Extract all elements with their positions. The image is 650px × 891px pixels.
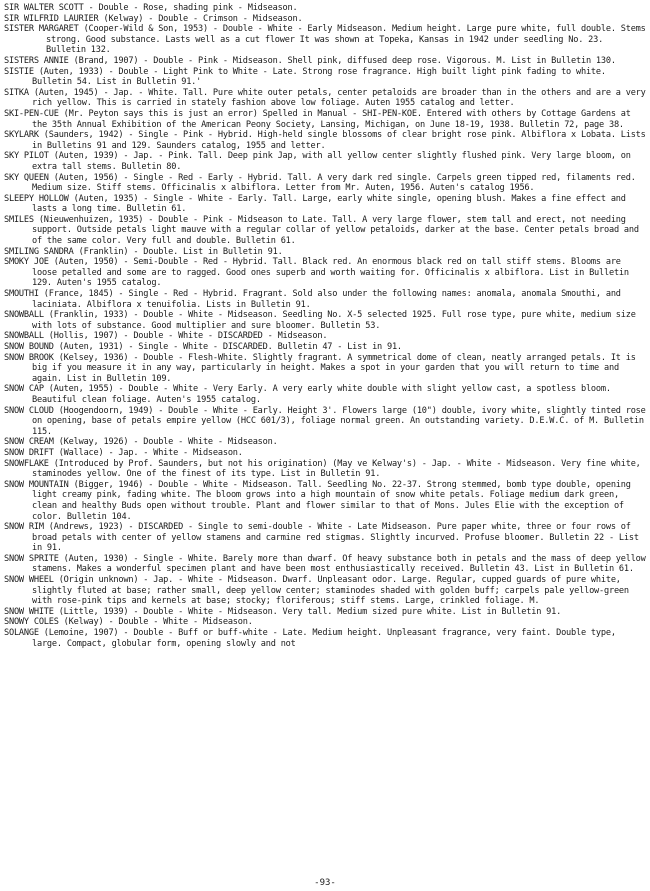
entry-snow-brook: SNOW BROOK (Kelsey, 1936) - Double - Flesh-White. Slightly fragrant. A symmetrical dome of clean, neatly arranged petals. It is big if you measure it in any way, particularly in height. Makes a spot in your garden that you will return to time and again. List in Bulletin 109. [4,352,636,384]
entry-snow-cap: SNOW CAP (Auten, 1955) - Double - White - Very Early. A very early white double with slight yellow cast, a spotless bloom. Beautiful clean foliage. Auten's 1955 catalog. [4,384,611,405]
entry-solange: SOLANGE (Lemoine, 1907) - Double - Buff or buff-white - Late. Medium height. Unpleasant fragrance, very faint. Double type, large. Compact, globular form, opening slowly and not [4,628,616,649]
entry-snow-drift: SNOW DRIFT (Wallace) - Jap. - White - Midseason. [4,447,243,458]
entry-ski-pen-cue: SKI-PEN-CUE (Mr. Peyton says this is just an error) Spelled in Manual - SHI-PEN-KOE. Entered with others by Cottage Gardens at the 35th Annual Exhibition of the American Peony Society, Lansing, Michigan, on June 18-19, 1938. Bulletin 72, page 38. [4,108,631,130]
entry-smouthi: SMOUTHI (France, 1845) - Single - Red - Hybrid. Fragrant. Sold also under the following names: anomala, anomala Smouthi, and laciniata. Albiflora x tenuifolia. Lists in Bulletin 91. [4,289,621,310]
entry-smoky-joe: SMOKY JOE (Auten, 1950) - Semi-Double - Red - Hybrid. Tall. Black red. An enormous black red on tall stiff stems. Blooms are loose petalled and some are to ragged. Good ones superb and worth waiting for. Officinalis x albiflora. List in Bulletin 129. Auten's 1955 catalog. [4,257,629,289]
entry-snow-rim: SNOW RIM (Andrews, 1923) - DISCARDED - Single to semi-double - White - Late Midseason. Pure paper white, three or four rows of broad petals with center of yellow stamens and carmine red stigmas. Slightly incurved. Profuse bloomer. Bulletin 22 - List in 91. [4,522,639,554]
entry-snowy-coles: SNOWY COLES (Kelway) - Double - White - Midseason. [4,617,253,628]
entry-snowball-franklin: SNOWBALL (Franklin, 1933) - Double - White - Midseason. Seedling No. X-5 selected 1925. Full rose type, pure white, medium size with lots of substance. Good multiplier and sure bloomer. Bulletin 53. [4,310,636,331]
entry-snow-sprite: SNOW SPRITE (Auten, 1930) - Single - White. Barely more than dwarf. Of heavy substance both in petals and the mass of deep yellow stamens. Makes a wonderful specimen plant and have been most enthusiastically received. Bulletin 43. List in Bulletin 61. [4,553,646,575]
entry-smiles: SMILES (Nieuwenhuizen, 1935) - Double - Pink - Midseason to Late. Tall. A very large flower, stem tall and erect, not needing support. Outside petals light mauve with a regular collar of yellow petaloids, darker at the base. Center petals broad and of the same color. Very full and double. Bulletin 61. [4,214,639,247]
entry-sisters-annie: SISTERS ANNIE (Brand, 1907) - Double - Pink - Midseason. Shell pink, diffused deep rose. Vigorous. M. List in Bulletin 130. [4,55,616,66]
entry-snow-cloud: SNOW CLOUD (Hoogendoorn, 1949) - Double - White - Early. Height 3'. Flowers large (10") double, ivory white, slightly tinted rose on opening, base of petals empire yellow (HCC 601/3), foliage normal green. An outstanding variety. D.E.W.C. of M. Bulletin 115. [4,405,646,437]
entry-sir-wilfrid-laurier: SIR WILFRID LAURIER (Kelway) - Double - Crimson - Midseason. [4,13,303,24]
entry-snowball-hollis: SNOWBALL (Hollis, 1907) - Double - White - DISCARDED - Midseason. [4,331,328,342]
entry-skylark: SKYLARK (Saunders, 1942) - Single - Pink - Hybrid. High-held single blossoms of clear bright rose pink. Albiflora x Lobata. Lists in Bulletins 91 and 129. Saunders catalog, 1955 and letter. [4,130,646,151]
entry-smiling-sandra: SMILING SANDRA (Franklin) - Double. List in Bulletin 91. [4,246,283,257]
entry-snow-cream: SNOW CREAM (Kelway, 1926) - Double - White - Midseason. [4,437,278,448]
entry-sistie: SISTIE (Auten, 1933) - Double - Light Pink to White - Late. Strong rose fragrance. High built light pink fading to white. Bulletin 54. List in Bulletin 91.' [4,66,606,88]
page-number: -93- [314,878,336,888]
entry-sky-queen: SKY QUEEN (Auten, 1956) - Single - Red - Early - Hybrid. Tall. A very dark red single. Carpels green tipped red, filaments red. Medium size. Stiff stems. Officinalis x albiflora. Letter from Mr. Auten, 1956. Auten's catalog 1956. [4,172,636,194]
entry-sir-walter-scott: SIR WALTER SCOTT - Double - Rose, shading pink - Midseason. [4,3,298,13]
entry-snow-mountain: SNOW MOUNTAIN (Bigger, 1946) - Double - White - Midseason. Tall. Seedling No. 22-37. Strong stemmed, bomb type double, opening light creamy pink, fading white. The bloom grows into a high mountain of snow white petals. Foliage medium dark green, clean and healthy Buds open without trouble. Plant and flower similar to that of Mons. Jules Elie with the exception of color. Bulletin 104. [4,479,631,522]
entry-snow-white: SNOW WHITE (Little, 1939) - Double - White - Midseason. Very tall. Medium sized pure white. List in Bulletin 91. [4,606,562,617]
entry-sky-pilot: SKY PILOT (Auten, 1939) - Jap. - Pink. Tall. Deep pink Jap, with all yellow center slightly flushed pink. Very large bloom, on extra tall stems. Bulletin 80. [4,151,631,172]
entry-snow-wheel: SNOW WHEEL (Origin unknown) - Jap. - White - Midseason. Dwarf. Unpleasant odor. Large. Regular, cupped guards of pure white, slightly fluted at base; rather small, deep yellow center; staminodes shaded with golden buff; carpels pale yellow-green with rose-pink tips and kernels at base; stocky; floriferous; stiff stems. Large, crinkled foliage. M. [4,575,629,607]
entry-snowflake: SNOWFLAKE (Introduced by Prof. Saunders, but not his origination) (May ve Kelway's) - Jap. - White - Midseason. Very fine white, staminodes yellow. One of the finest of its type. List in Bulletin 91. [4,458,641,480]
entry-sleepy-hollow: SLEEPY HOLLOW (Auten, 1935) - Single - White - Early. Tall. Large, early white single, opening blush. Makes a fine effect and lasts a long time. Bulletin 61. [4,193,626,215]
entry-sitka: SITKA (Auten, 1945) - Jap. - White. Tall. Pure white outer petals, center petaloids are broader than in the others and are a very rich yellow. This is carried in stately fashion above low foliage. Auten 1955 catalog and letter. [4,87,646,109]
document-page [4,3,646,649]
entry-sister-margaret: SISTER MARGARET (Cooper-Wild & Son, 1953) - Double - White - Early Midseason. Medium height. Large pure white, full double. Stems strong. Good substance. Lasts well as a cut flower It was shown at Topeka, Kansas in 1942 under seedling No. 23. Bulletin 132. [4,24,646,56]
entry-snow-bound: SNOW BOUND (Auten, 1931) - Single - White - DISCARDED. Bulletin 47 - List in 91. [4,342,402,352]
